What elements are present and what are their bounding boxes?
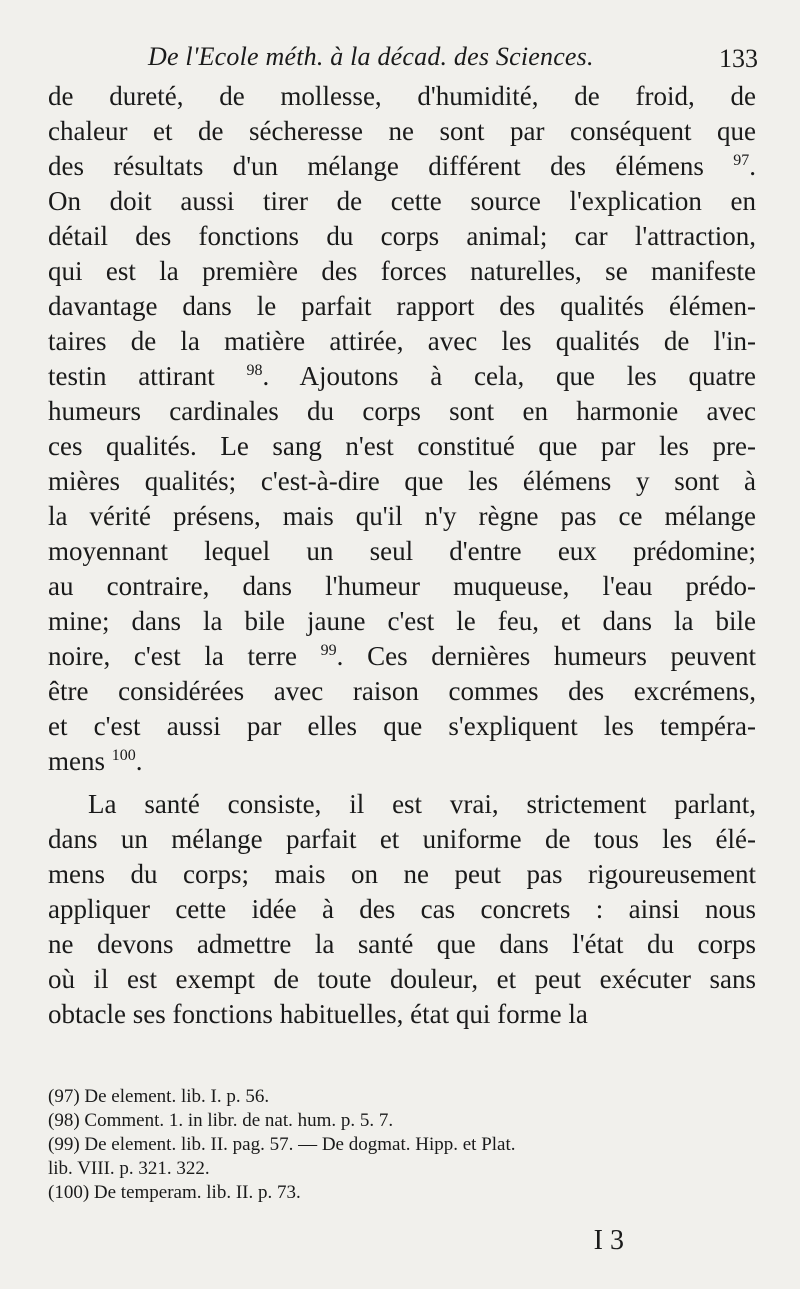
text-line xyxy=(48,359,756,394)
text-line: la vérité présens, mais qu'il n'y règne pas ce mélange xyxy=(48,501,756,531)
text-line: détail des fonctions du corps animal; car l'attraction, xyxy=(48,221,756,251)
text-segment: des résultats d'un mélange différent des élémens xyxy=(48,151,734,181)
footnote-ref: 97 xyxy=(733,152,750,169)
text-line: moyennant lequel un seul d'entre eux prédomine; xyxy=(48,536,756,566)
text-line: mières qualités; c'est-à-dire que les élémens y sont à xyxy=(48,466,756,496)
text-line xyxy=(48,149,756,184)
footnote-99-continued: lib. VIII. p. 321. 322. xyxy=(48,1158,210,1179)
page-number: 133 xyxy=(719,44,758,73)
text-segment: . xyxy=(749,151,756,181)
footnote-98: (98) Comment. 1. in libr. de nat. hum. p. 5. 7. xyxy=(48,1110,394,1131)
footnote-97: (97) De element. lib. I. p. 56. xyxy=(48,1086,270,1107)
text-segment: noire, c'est la terre xyxy=(48,641,321,671)
text-line: obtacle ses fonctions habituelles, état qui forme la xyxy=(48,999,588,1029)
body-text xyxy=(48,79,756,1032)
running-head xyxy=(0,40,800,80)
footnote-100: (100) De temperam. lib. II. p. 73. xyxy=(48,1182,301,1203)
text-line: La santé consiste, il est vrai, strictement parlant, xyxy=(88,789,756,819)
footnote-ref: 100 xyxy=(111,747,136,764)
text-segment: testin attirant xyxy=(48,361,247,391)
text-line: mine; dans la bile jaune c'est le feu, et dans la bile xyxy=(48,606,756,636)
text-line: humeurs cardinales du corps sont en harmonie avec xyxy=(48,396,756,426)
text-line: davantage dans le parfait rapport des qualités élémen- xyxy=(48,291,756,321)
text-line: où il est exempt de toute douleur, et peut exécuter sans xyxy=(48,964,756,994)
running-title: De l'Ecole méth. à la décad. des Sciences. xyxy=(148,42,594,71)
text-line: On doit aussi tirer de cette source l'explication en xyxy=(48,186,756,216)
paragraph-1 xyxy=(48,79,756,779)
paragraph-2 xyxy=(48,787,756,1032)
text-segment: . xyxy=(135,746,143,776)
text-line: au contraire, dans l'humeur muqueuse, l'eau prédo- xyxy=(48,571,756,601)
text-line xyxy=(48,744,756,779)
text-segment: . Ajoutons à cela, que les quatre xyxy=(262,361,756,391)
text-line: taires de la matière attirée, avec les qualités de l'in- xyxy=(48,326,756,356)
footnotes xyxy=(48,1085,768,1205)
text-line: qui est la première des forces naturelles, se manifeste xyxy=(48,256,756,286)
text-line: de dureté, de mollesse, d'humidité, de froid, de xyxy=(48,81,756,111)
footnote-99: (99) De element. lib. II. pag. 57. — De dogmat. Hipp. et Plat. xyxy=(48,1134,516,1155)
text-line: être considérées avec raison commes des excrémens, xyxy=(48,676,756,706)
text-line: et c'est aussi par elles que s'expliquent les tempéra- xyxy=(48,711,756,741)
text-segment: . Ces dernières humeurs peuvent xyxy=(336,641,756,671)
text-line: appliquer cette idée à des cas concrets : ainsi nous xyxy=(48,894,756,924)
text-line: ces qualités. Le sang n'est constitué que par les pre- xyxy=(48,431,756,461)
footnote-ref: 98 xyxy=(246,362,263,379)
text-line: ne devons admettre la santé que dans l'état du corps xyxy=(48,929,756,959)
text-line: chaleur et de sécheresse ne sont par conséquent que xyxy=(48,116,756,146)
text-line: mens du corps; mais on ne peut pas rigoureusement xyxy=(48,859,756,889)
text-segment: mens xyxy=(48,746,112,776)
text-line xyxy=(48,639,756,674)
text-line: dans un mélange parfait et uniforme de tous les élé- xyxy=(48,824,756,854)
signature-mark: I 3 xyxy=(593,1225,624,1256)
footnote-ref: 99 xyxy=(320,642,337,659)
